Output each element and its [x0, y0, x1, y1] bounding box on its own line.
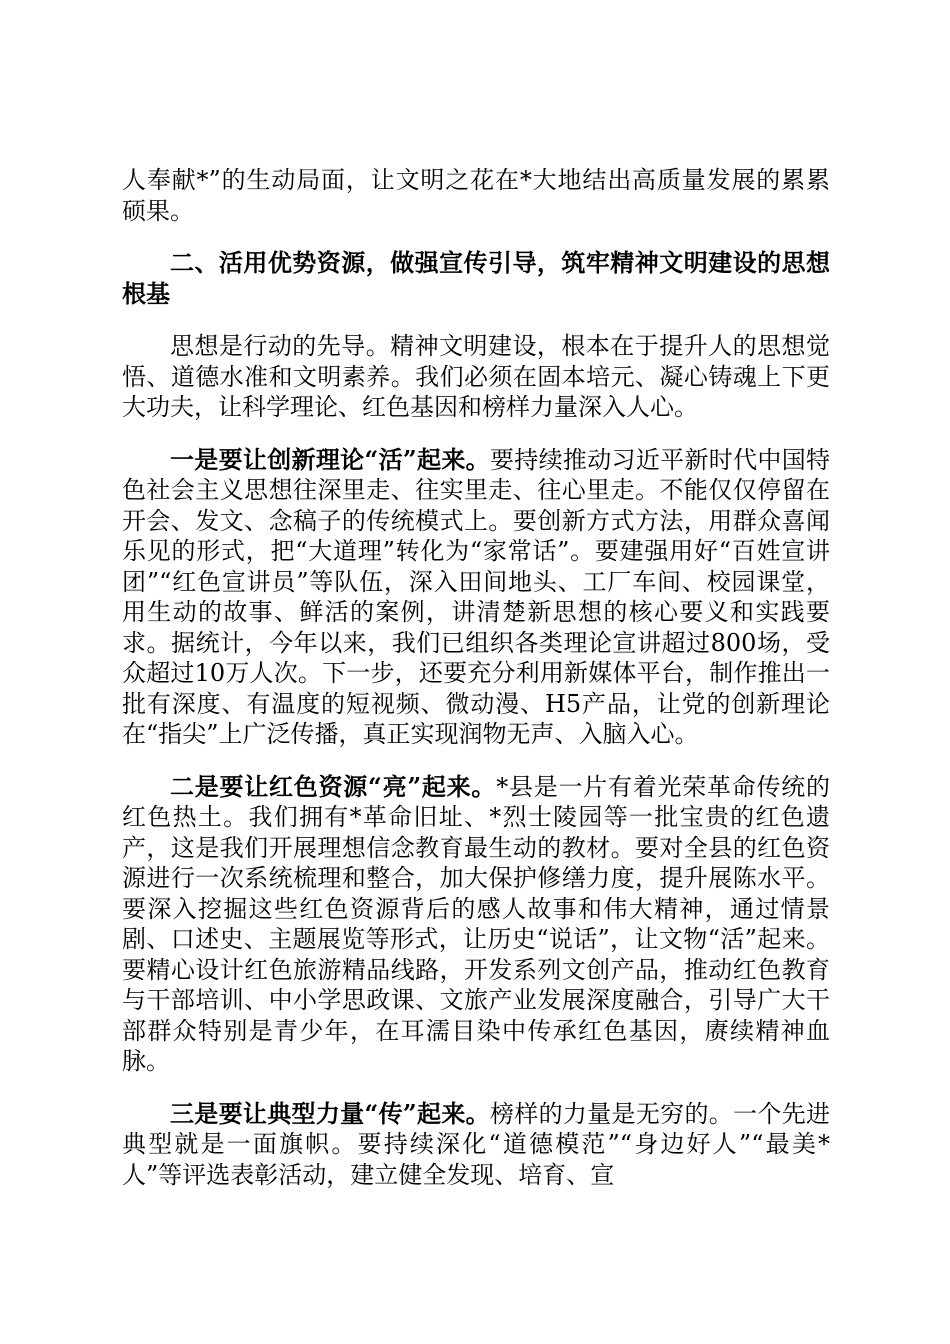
point-lead-2: 二是要让红色资源“亮”起来。: [170, 771, 497, 801]
point-paragraph-3: [122, 1099, 830, 1191]
point-body-2: *县是一片有着光荣革命传统的红色热土。我们拥有*革命旧址、*烈士陵园等一批宝贵的红色遗产，这是我们开展理想信念教育最生动的教材。要对全县的红色资源进行一次系统梳理和整合，加大保护修缮力度，提升展陈水平。要深入挖掘这些红色资源背后的感人故事和伟大精神，通过情景剧、口述史、主题展览等形式，让历史“说话”，让文物“活”起来。要精心设计红色旅游精品线路，开发系列文创产品，推动红色教育与干部培训、中小学思政课、文旅产业发展深度融合，引导广大干部群众特别是青少年，在耳濡目染中传承红色基因，赓续精神血脉。: [122, 772, 831, 1075]
point-paragraph-2: [122, 772, 830, 1077]
intro-paragraph: 思想是行动的先导。精神文明建设，根本在于提升人的思想觉悟、道德水准和文明素养。我们必须在固本培元、凝心铸魂上下更大功夫，让科学理论、红色基因和榜样力量深入人心。: [122, 332, 830, 421]
point-lead-3: 三是要让典型力量“传”起来。: [170, 1098, 490, 1128]
point-body-1: 要持续推动习近平新时代中国特色社会主义思想往深里走、往实里走、往心里走。不能仅仅停留在开会、发文、念稿子的传统模式上。要创新方式方法，用群众喜闻乐见的形式，把“大道理”转化为“家常话”。要建强用好“百姓宣讲团”“红色宣讲员”等队伍，深入田间地头、工厂车间、校园课堂，用生动的故事、鲜活的案例，讲清楚新思想的核心要义和实践要求。据统计，今年以来，我们已组织各类理论宣讲超过800场，受众超过10万人次。下一步，还要充分利用新媒体平台，制作推出一批有深度、有温度的短视频、微动漫、H5产品，让党的创新理论在“指尖”上广泛传播，真正实现润物无声、入脑入心。: [122, 445, 831, 748]
point-paragraph-1: [122, 445, 830, 750]
document-page: [122, 165, 830, 1190]
section-heading: 二、活用优势资源，做强宣传引导，筑牢精神文明建设的思想根基: [122, 248, 830, 308]
point-body-3: 榜样的力量是无穷的。一个先进典型就是一面旗帜。要持续深化“道德模范”“身边好人”“最美*人”等评选表彰活动，建立健全发现、培育、宣: [122, 1099, 831, 1189]
continuation-paragraph: 人奉献*”的生动局面，让文明之花在*大地结出高质量发展的累累硕果。: [122, 166, 830, 225]
point-lead-1: 一是要让创新理论“活”起来。: [170, 444, 490, 474]
